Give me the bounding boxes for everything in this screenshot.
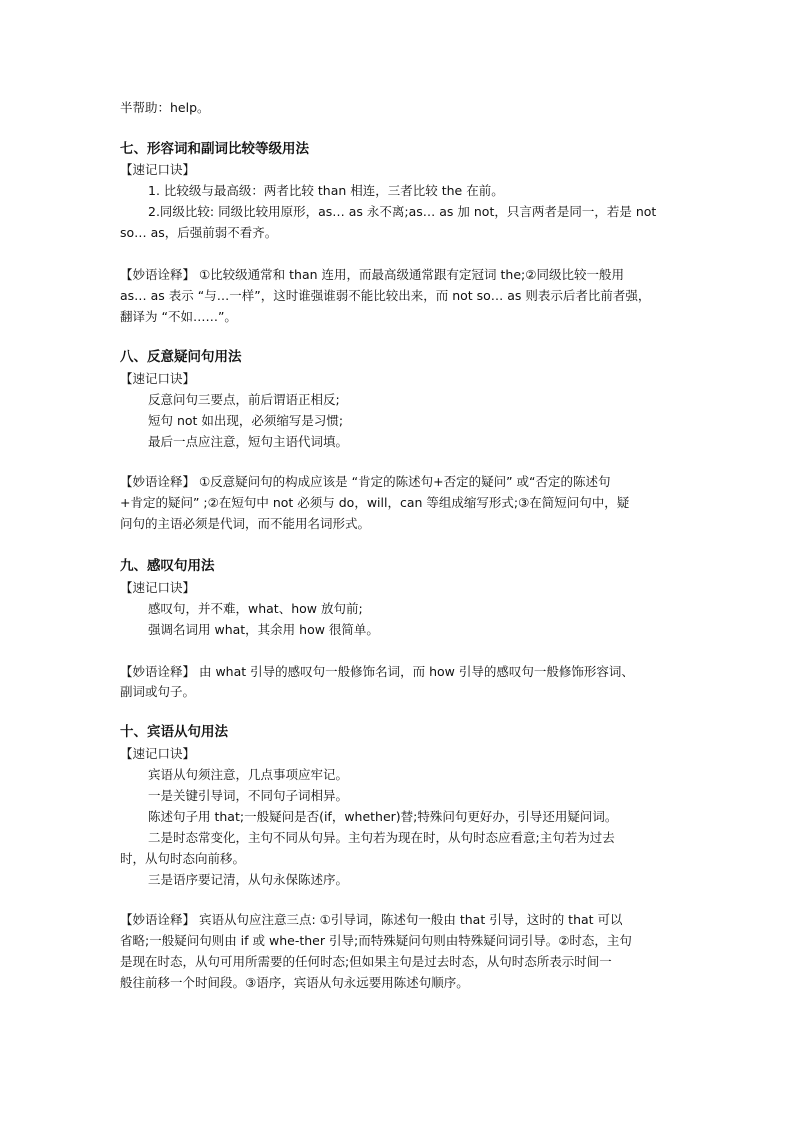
text-line: 一是关键引导词，不同句子词相异。 (148, 788, 349, 803)
text-line: +肯定的疑问” ;②在短句中 not 必须与 do，will，can 等组成缩写形式;③在简短问句中，疑 (120, 495, 630, 510)
section-heading: 九、感叹句用法 (120, 558, 215, 574)
text-line: 问句的主语必须是代词，而不能用名词形式。 (120, 516, 371, 531)
text-line: 是现在时态，从句可用所需要的任何时态;但如果主句是过去时态，从句时态所表示时间一 (120, 954, 612, 969)
text-line: 副词或句子。 (120, 684, 196, 699)
text-line: so… as，后强前弱不看齐。 (120, 225, 278, 240)
label-mnemonic: 【速记口诀】 (120, 371, 196, 386)
text-line: 最后一点应注意，短句主语代词填。 (148, 434, 349, 449)
label-mnemonic: 【速记口诀】 (120, 746, 196, 761)
text-line: 【妙语诠释】 ①反意疑问句的构成应该是 “肯定的陈述句+否定的疑问” 或“否定的陈述句 (120, 474, 611, 489)
text-line: 【妙语诠释】 由 what 引导的感叹句一般修饰名词，而 how 引导的感叹句一般修饰形容词、 (120, 664, 634, 679)
text-line: 反意问句三要点，前后谓语正相反; (148, 392, 340, 407)
text-line: 般往前移一个时间段。③语序，宾语从句永远要用陈述句顺序。 (120, 975, 469, 990)
section-heading: 七、形容词和副词比较等级用法 (120, 141, 309, 157)
text-line: 宾语从句须注意，几点事项应牢记。 (148, 767, 349, 782)
text-line: 【妙语诠释】 宾语从句应注意三点: ①引导词，陈述句一般由 that 引导，这时的 that 可以 (120, 912, 623, 927)
label-mnemonic: 【速记口诀】 (120, 580, 196, 595)
text-line: 时，从句时态向前移。 (120, 851, 246, 866)
section-heading: 八、反意疑问句用法 (120, 349, 242, 365)
text-line: 陈述句子用 that;一般疑问是否(if，whether)替;特殊问句更好办，引导还用疑问词。 (148, 809, 618, 824)
text-line: 二是时态常变化，主句不同从句异。主句若为现在时，从句时态应看意;主句若为过去 (148, 830, 615, 845)
text-line: as… as 表示 “与…一样”，这时谁强谁弱不能比较出来，而 not so… as 则表示后者比前者强， (120, 288, 651, 303)
section-heading: 十、宾语从句用法 (120, 724, 228, 740)
text-line: 三是语序要记清，从句永保陈述序。 (148, 872, 349, 887)
text-line: 【妙语诠释】 ①比较级通常和 than 连用，而最高级通常跟有定冠词 the;②同级比较一般用 (120, 267, 624, 282)
text-line: 感叹句，并不难，what、how 放句前; (148, 601, 363, 616)
label-mnemonic: 【速记口诀】 (120, 162, 196, 177)
text-line: 短句 not 如出现，必须缩写是习惯; (148, 413, 344, 428)
text-line: 省略;一般疑问句则由 if 或 whe-ther 引导;而特殊疑问句则由特殊疑问词引导。②时态，主句 (120, 933, 632, 948)
text-line: 半帮助：help。 (120, 100, 210, 115)
text-line: 翻译为 “不如……”。 (120, 309, 237, 324)
text-line: 2.同级比较: 同级比较用原形，as… as 永不离;as… as 加 not，只言两者是同一，若是 not (148, 204, 657, 219)
text-line: 1. 比较级与最高级：两者比较 than 相连，三者比较 the 在前。 (148, 183, 504, 198)
text-line: 强调名词用 what，其余用 how 很简单。 (148, 622, 379, 637)
